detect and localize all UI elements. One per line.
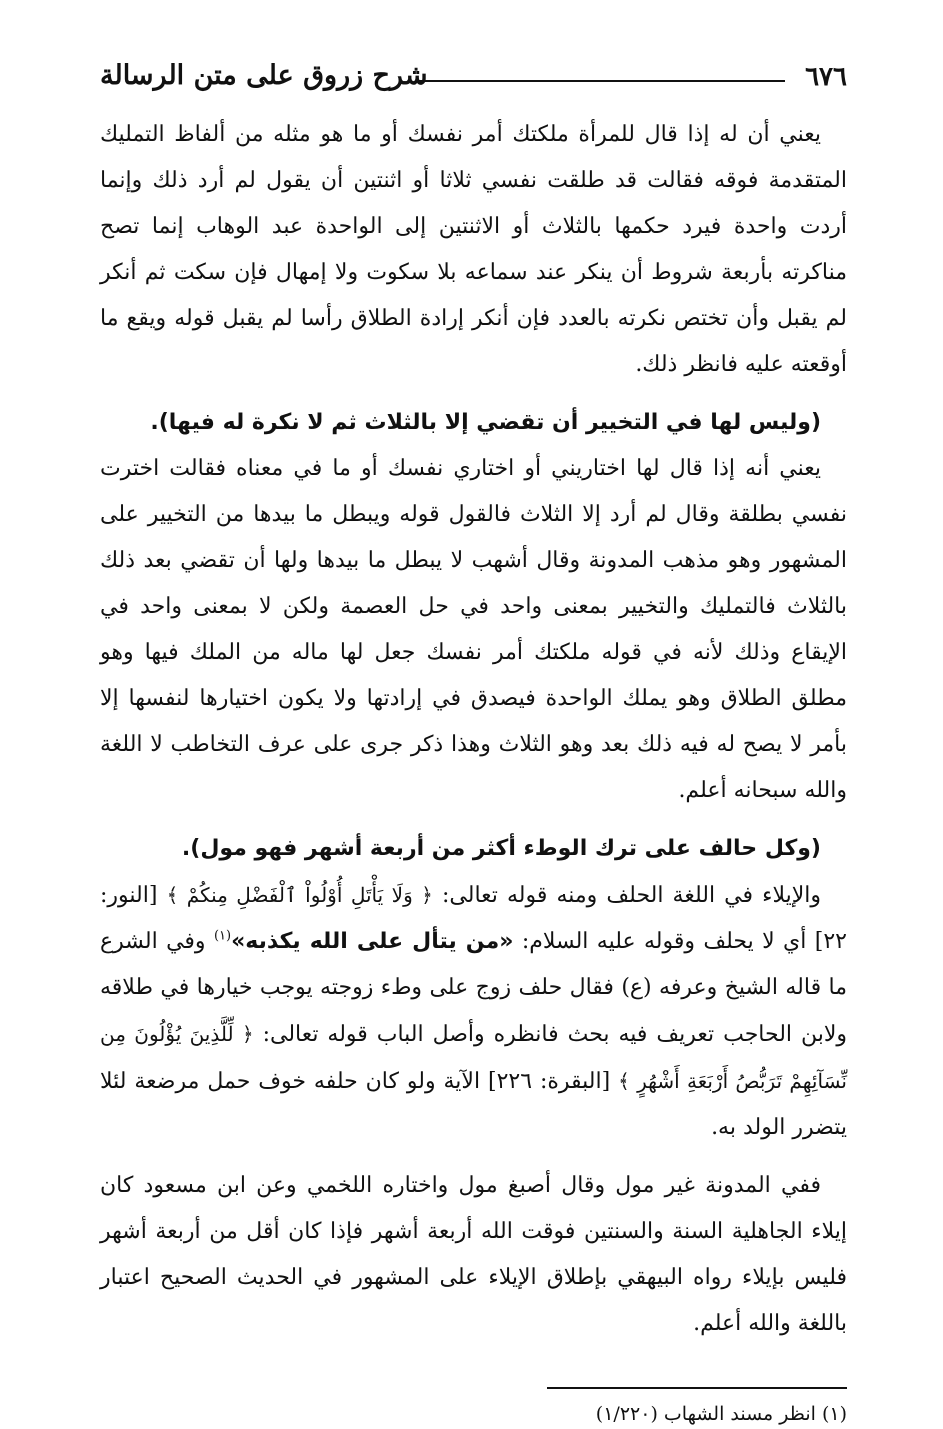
commentary-paragraph: يعني أنه إذا قال لها اختاريني أو اختاري نفسك أو ما في معناه فقالت اخترت نفسي بطلقة وقال لم أرد إلا الثلاث فالقول قوله ويبطل ما بيدها من التخيير على المشهور وهو مذهب المدونة وقال أشهب لا يبطل ما بيدها ولها أن تقضي بعد ذلك بالثلاث فالتمليك والتخيير بمعنى واحد في حل العصمة ولكن لا بمعنى واحد في الإيقاع وذلك لأنه في قوله ملكتك أمر نفسك جعل لها ماله من الملك فيها وهو مطلق الطلاق وهو يملك الواحدة فيصدق في إرادتها ولا يكون اختيارها لنفسها إلا بأمر لا يصح له فيه ذلك بعد وهو الثلاث وهذا ذكر جرى على عرف التخاطب لا اللغة والله سبحانه أعلم. — [100, 456, 847, 803]
text-span: والإيلاء في اللغة الحلف ومنه قوله تعالى: — [442, 883, 821, 908]
matn-text: (وليس لها في التخيير أن تقضي إلا بالثلاث ثم لا نكرة له فيها). — [150, 410, 821, 435]
header-rule — [418, 80, 785, 82]
hadith-quote: «من يتأل على الله يكذبه» — [231, 929, 514, 954]
matn-text: (وكل حالف على ترك الوطء أكثر من أربعة أشهر فهو مول). — [181, 836, 821, 861]
footnote: (١) انظر مسند الشهاب (١/٢٢٠) — [595, 1403, 847, 1425]
page-content — [100, 112, 847, 1429]
footnote-rule — [547, 1387, 847, 1389]
commentary-paragraph — [100, 872, 847, 1151]
quran-verse: ﴿ وَلَا يَأْتَلِ أُوْلُواْ ٱلْفَضْلِ مِنكُمْ ﴾ — [166, 883, 433, 907]
footnote-marker: (١) — [213, 928, 232, 944]
commentary-paragraph: يعني أن له إذا قال للمرأة ملكتك أمر نفسك أو ما هو مثله من ألفاظ التمليك المتقدمة فوقه فقالت قد طلقت نفسي ثلاثا أو اثنتين أن يقول لم أرد ذلك وإنما أردت واحدة فيرد حكمها بالثلاث أو الاثنتين إلى الواحدة عبد الوهاب إنما تصح مناكرته بأربعة شروط أن ينكر عند سماعه بلا سكوت ولا إمهال فإن سكت ثم أنكر لم يقبل وأن تختص نكرته بالعدد فإن أنكر إرادة الطلاق رأسا لم يقبل قوله ويقع ما أوقعته عليه فانظر ذلك. — [100, 122, 847, 377]
text-span: [البقرة: ٢٢٦] الآية ولو كان حلفه خوف حمل مرضعة لئلا يتضرر الولد به. — [100, 1069, 847, 1140]
quran-verse: ﴿ لِّلَّذِينَ يُؤْلُونَ مِن نِّسَآئِهِمْ تَرَبُّصُ أَرْبَعَةِ أَشْهُرٍ ﴾ — [100, 1022, 847, 1093]
text-span: وفي الشرع ما قاله الشيخ وعرفه (ع) فقال حلف زوج على وطء زوجته يوجب خيارها في طلاقه ولابن الحاجب تعريف فيه بحث فانظره وأصل الباب قوله تعالى: — [100, 929, 847, 1047]
page-header — [100, 40, 847, 96]
page-number: ٦٧٦ — [805, 62, 847, 92]
text-span: [النور: ٢٢] أي لا يحلف وقوله عليه السلام: — [100, 883, 847, 954]
book-title: شرح زروق على متن الرسالة — [100, 60, 428, 91]
commentary-paragraph: ففي المدونة غير مول وقال أصبغ مول واختاره اللخمي وعن ابن مسعود كان إيلاء الجاهلية السنة والسنتين فوقت الله أربعة أشهر فإذا كان أقل من أربعة أشهر فليس بإيلاء رواه البيهقي بإطلاق الإيلاء على المشهور في الحديث الصحيح اعتبار باللغة والله أعلم. — [100, 1173, 847, 1336]
